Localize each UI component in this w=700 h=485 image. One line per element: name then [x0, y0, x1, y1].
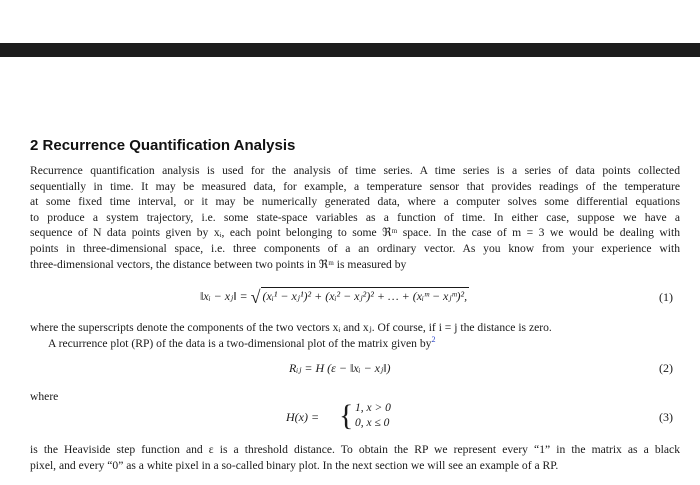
section-heading: [30, 137, 295, 154]
equation-heaviside: [0, 400, 700, 436]
paragraph-line-indented: [30, 336, 680, 352]
intro-paragraph: [30, 163, 680, 272]
paragraph-line: at some fixed time interval, or it may be numerically generated data, where a computer solves some differential equations: [30, 195, 680, 209]
sqrt-symbol: √: [250, 287, 261, 307]
paragraph-line: to produce a system trajectory, i.e. some state-space variables as a function of time. In either case, suppose we have a: [30, 210, 680, 224]
equation-lhs: H(x) =: [286, 410, 320, 424]
section-title: Recurrence Quantification Analysis: [42, 137, 296, 154]
equation-distance: [0, 287, 700, 309]
equation-body: [200, 287, 469, 308]
section-number: 2: [30, 137, 39, 154]
case-line: 1, x > 0: [355, 402, 391, 414]
equation-recurrence-matrix: [0, 361, 700, 383]
footnote-link[interactable]: 2: [431, 335, 436, 344]
paragraph-text: A recurrence plot (RP) of the data is a two-dimensional plot of the matrix given by: [48, 336, 432, 350]
paragraph-line: Recurrence quantification analysis is used for the analysis of time series. A time series is a series of data points collected: [30, 164, 680, 177]
paragraph-line: where the superscripts denote the components of the two vectors xᵢ and xⱼ. Of course, if i = j the distance is zero.: [30, 321, 552, 334]
paragraph-line: points in three-dimensional space, i.e. three components of a an ordinary vector. As you know from your experience with: [30, 241, 680, 255]
top-dark-bar: [0, 43, 700, 57]
equation-number: (2): [659, 361, 673, 375]
paragraph-line: is the Heaviside step function and ε is a threshold distance. To obtain the RP we represent every “1” in the matrix as a black: [30, 443, 680, 456]
case-line: 0, x ≤ 0: [355, 417, 390, 429]
heaviside-paragraph: [30, 442, 680, 473]
equation-number: (1): [659, 290, 673, 304]
equation-radicand: (xᵢ¹ − xⱼ¹)² + (xᵢ² − xⱼ²)² + … + (xᵢᵐ − xⱼᵐ)²,: [262, 289, 468, 303]
paragraph-line: sequence of N data points given by xᵢ, each point belonging to some ℜᵐ space. In the case of m = 3 we would be dealing with: [30, 226, 680, 240]
equation-number: (3): [659, 410, 673, 424]
paragraph-line: three-dimensional vectors, the distance between two points in ℜᵐ is measured by: [30, 257, 407, 271]
recurrence-plot-paragraph: [30, 320, 680, 351]
equation-lhs: ‖xᵢ − xⱼ‖ =: [200, 289, 248, 303]
paragraph-line: sequentially in time. It may be measured data, for example, a temperature sensor that provides readings of the temperature: [30, 179, 680, 193]
paragraph-line: pixel, and every “0” as a white pixel in a so-called binary plot. In the next section we will see an example of a RP.: [30, 458, 559, 472]
left-brace-symbol: {: [339, 399, 354, 432]
equation-body: Rᵢⱼ = H (ε − ‖xᵢ − xⱼ‖): [289, 361, 391, 375]
equation-cases: [355, 401, 391, 431]
where-label: where: [30, 390, 59, 403]
